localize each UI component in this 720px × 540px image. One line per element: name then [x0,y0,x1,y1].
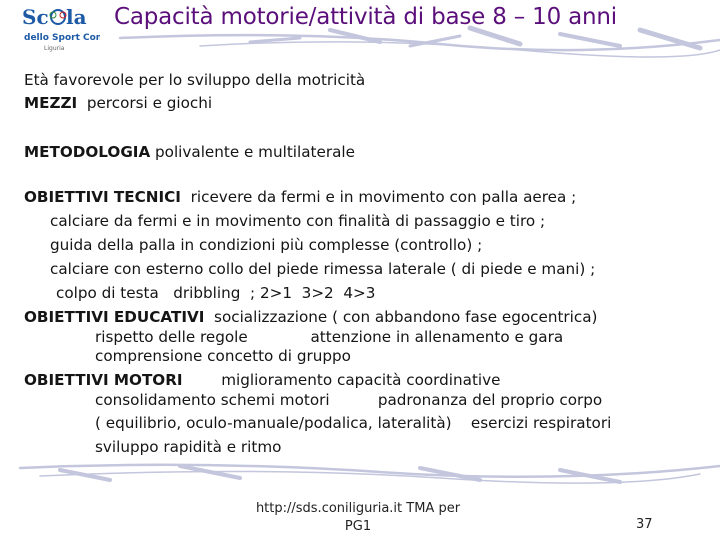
metodologia-label: METODOLOGIA [24,143,151,161]
tecnici-item: colpo di testa dribbling ; 2>1 3>2 4>3 [56,284,376,302]
slide-title: Capacità motorie/attività di base 8 – 10 anni [114,4,617,30]
svg-text:Sc: Sc [22,5,49,29]
educativi-label: OBIETTIVI EDUCATIVI [24,308,205,326]
footer-url-line2: PG1 [344,519,372,534]
educativi-text: socializzazione ( con abbandono fase egocentrica) [204,308,598,326]
logo-graphic [20,4,100,52]
educativi-item: rispetto delle regole attenzione in allenamento e gara [95,328,564,346]
svg-text:Liguria: Liguria [44,45,65,52]
mezzi-label: MEZZI [24,94,78,112]
logo [20,4,100,52]
educativi-line [24,307,597,327]
motori-line [24,370,500,390]
metodologia-text: polivalente e multilaterale [150,143,355,161]
motori-item: sviluppo rapidità e ritmo [95,438,282,456]
motori-item: consolidamento schemi motori padronanza del proprio corpo [95,391,603,409]
footer-url [248,500,468,536]
motori-label: OBIETTIVI MOTORI [24,371,183,389]
mezzi-text: percorsi e giochi [77,94,213,112]
tecnici-line [24,187,576,207]
motori-text: miglioramento capacità coordinative [182,371,501,389]
svg-text:la: la [66,5,87,29]
age-line: Età favorevole per lo sviluppo della motricità [24,71,366,89]
tecnici-text: ricevere da fermi e in movimento con palla aerea ; [180,188,577,206]
footer-url-line1: http://sds.coniliguria.it TMA per [255,501,461,516]
metodologia-line [24,142,355,162]
tecnici-label: OBIETTIVI TECNICI [24,188,181,206]
motori-item: ( equilibrio, oculo-manuale/podalica, lateralità) esercizi respiratori [95,414,612,432]
tecnici-item: calciare da fermi e in movimento con finalità di passaggio e tiro ; [50,212,546,230]
mezzi-line [24,93,212,113]
svg-text:dello Sport Coni: dello Sport Coni [24,33,100,43]
tecnici-item: calciare con esterno collo del piede rimessa laterale ( di piede e mani) ; [50,260,596,278]
educativi-item: comprensione concetto di gruppo [95,347,351,365]
page-number: 37 [636,517,653,532]
tecnici-item: guida della palla in condizioni più complesse (controllo) ; [50,236,483,254]
